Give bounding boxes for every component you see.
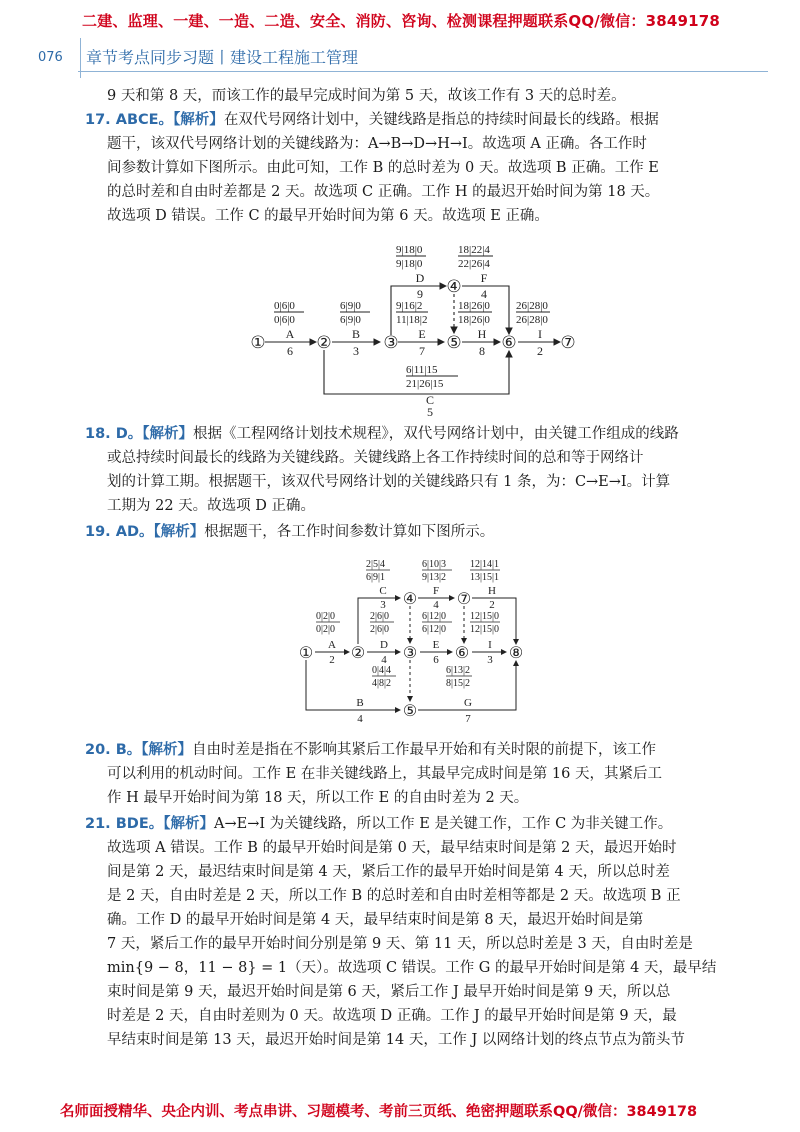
e-params-bottom: 11|18|2 [396, 314, 428, 326]
q18-line-2: 或总持续时间最长的线路为关键线路。关键线路上各工作持续时间的总和等于网络计 [107, 450, 644, 466]
dur-a: 6 [287, 344, 293, 358]
e2-params-top: 6|12|0 [422, 611, 447, 622]
f2-params-bottom: 9|13|2 [422, 572, 447, 583]
q18-line-3: 划的计算工期。根据题干，该双代号网络计划的关键线路只有 1 条，为：C→E→I。计算 [107, 474, 671, 490]
label-f2: F [432, 585, 440, 597]
label-a2: A [328, 639, 336, 651]
q21-analysis-tag: 【解析】 [163, 816, 214, 832]
dur-h2: 2 [489, 599, 495, 611]
node-7: ⑦ [560, 333, 576, 352]
q17-analysis-tag: 【解析】 [173, 112, 224, 128]
q20-text: 自由时差是指在不影响其紧后工作最早开始和有关时限的前提下，该工作 [192, 742, 657, 758]
i-params-bottom: 26|28|0 [516, 314, 548, 326]
dur-e2: 6 [433, 654, 439, 666]
q20-line-3: 作 H 最早开始时间为第 18 天，所以工作 E 的自由时差为 2 天。 [107, 790, 529, 806]
label-g2: G [464, 697, 472, 709]
label-h: H [477, 327, 487, 341]
q21-line-5: 确。工作 D 的最早开始时间是第 4 天，最早结束时间是第 8 天，最迟开始时间是第 [107, 912, 644, 928]
g2-params-bottom: 8|15|2 [446, 678, 471, 689]
node2-1: ① [298, 645, 314, 662]
a2-params-bottom: 0|2|0 [316, 624, 336, 635]
dur-i2: 3 [487, 654, 493, 666]
q21-line-2: 故选项 A 错误。工作 B 的最早开始时间是第 0 天，最早结束时间是第 2 天，最迟开始时 [107, 840, 677, 856]
dur-e: 7 [419, 344, 425, 358]
dur-f: 4 [481, 287, 487, 301]
f-params-bottom: 22|26|4 [458, 258, 490, 270]
c2-params-bottom: 6|9|1 [366, 572, 386, 583]
label-d: D [415, 271, 425, 285]
label-a: A [285, 327, 295, 341]
dur-h: 8 [479, 344, 485, 358]
q21-line-8: 束时间是第 9 天，最迟开始时间是第 6 天，紧后工作 J 最早开始时间是第 9 天，所以总 [107, 984, 671, 1000]
continued-paragraph: 9 天和第 8 天，而该工作的最早完成时间为第 5 天，故该工作有 3 天的总时差。 [107, 88, 626, 104]
q20-line-1 [85, 738, 656, 762]
q17-text: 在双代号网络计划中，关键线路是指总的持续时间最长的线路。根据 [223, 112, 659, 128]
node-6: ⑥ [501, 333, 517, 352]
node2-4: ④ [402, 591, 418, 608]
c-params-top: 6|11|15 [406, 364, 438, 376]
q18-line-1 [85, 422, 679, 446]
dur-c: 5 [427, 405, 433, 418]
node2-3: ③ [402, 645, 418, 662]
b2-params-bottom: 4|8|2 [372, 678, 392, 689]
a-params-top: 0|6|0 [274, 300, 295, 312]
node-5: ⑤ [446, 333, 462, 352]
q17-line-4: 的总时差和自由时差都是 2 天。故选项 C 正确。工作 H 的最迟开始时间为第 18 天。 [107, 184, 660, 200]
q21-line-1 [85, 812, 672, 836]
f2-params-top: 6|10|3 [422, 559, 447, 570]
q21-line-3: 间是第 2 天，最迟结束时间是第 4 天，紧后工作的最早开始时间是第 4 天，所以总时差 [107, 864, 670, 880]
label-e2: E [432, 639, 440, 651]
network-diagram-q17 [240, 238, 620, 418]
q20-analysis-tag: 【解析】 [141, 742, 193, 758]
q18-text: 根据《工程网络计划技术规程》，双代号网络计划中，由关键工作组成的线路 [193, 426, 679, 442]
a2-params-top: 0|2|0 [316, 611, 336, 622]
dur-c2: 3 [380, 599, 386, 611]
b2-params-top: 0|4|4 [372, 665, 392, 676]
f-params-top: 18|22|4 [458, 244, 490, 256]
h2-params-bottom: 13|15|1 [470, 572, 500, 583]
dur-a2: 2 [329, 654, 335, 666]
b-params-top: 6|9|0 [340, 300, 361, 312]
label-c: C [425, 393, 435, 407]
node2-5: ⑤ [402, 703, 418, 720]
header-divider [80, 38, 81, 78]
q20-line-2: 可以利用的机动时间。工作 E 在非关键线路上，其最早完成时间是第 16 天，其紧后工 [107, 766, 662, 782]
d-params-bottom: 9|18|0 [396, 258, 423, 270]
i2-params-top: 12|15|0 [470, 611, 500, 622]
dur-b2: 4 [357, 713, 363, 725]
q17-line-5: 故选项 D 错误。工作 C 的最早开始时间为第 6 天。故选项 E 正确。 [107, 208, 549, 224]
q21-line-9: 时差是 2 天，自由时差则为 0 天。故选项 D 正确。工作 J 的最早开始时间是第 9 天，最 [107, 1008, 677, 1024]
h-params-bottom: 18|26|0 [458, 314, 490, 326]
q21-number: 21. BDE。 [85, 816, 164, 832]
top-contact-banner: 二建、监理、一建、一造、二造、安全、消防、咨询、检测课程押题联系QQ/微信：3849178 [82, 12, 721, 30]
c2-params-top: 2|5|4 [366, 559, 386, 570]
q21-line-10: 早结束时间是第 13 天，最迟开始时间是第 14 天，工作 J 以网络计划的终点节点为箭头节 [107, 1032, 685, 1048]
node-1: ① [250, 333, 266, 352]
q18-line-4: 工期为 22 天。故选项 D 正确。 [107, 498, 316, 514]
q19-text: 根据题干，各工作时间参数计算如下图所示。 [204, 524, 495, 540]
q21-line-7: min{9 − 8，11 − 8} = 1（天）。故选项 C 错误。工作 G 的最早开始时间是第 4 天，最早结 [107, 960, 717, 976]
page-header [0, 44, 800, 74]
node-4: ④ [446, 277, 462, 296]
g2-params-top: 6|13|2 [446, 665, 471, 676]
i2-params-bottom: 12|15|0 [470, 624, 500, 635]
i-params-top: 26|28|0 [516, 300, 548, 312]
d-params-top: 9|18|0 [396, 244, 423, 256]
e-params-top: 9|16|2 [396, 300, 423, 312]
e2-params-bottom: 6|12|0 [422, 624, 447, 635]
q21-text: A→E→I 为关键线路，所以工作 E 是关键工作，工作 C 为非关键工作。 [213, 816, 673, 832]
dur-f2: 4 [433, 599, 439, 611]
node-3: ③ [383, 333, 399, 352]
c-params-bottom: 21|26|15 [406, 378, 444, 390]
label-e: E [418, 327, 426, 341]
q19-number: 19. AD。 [85, 524, 154, 540]
header-rule [78, 71, 768, 72]
network-diagram-q19 [290, 550, 540, 726]
h-params-top: 18|26|0 [458, 300, 490, 312]
q21-line-6: 7 天，紧后工作的最早开始时间分别是第 9 天、第 11 天，所以总时差是 3 天，自由时差是 [107, 936, 693, 952]
q21-line-4: 是 2 天，自由时差是 2 天，所以工作 B 的总时差和自由时差相等都是 2 天。故选项 B 正 [107, 888, 681, 904]
label-b: B [351, 327, 361, 341]
node2-2: ② [350, 645, 366, 662]
chapter-title: 章节考点同步习题丨建设工程施工管理 [86, 48, 359, 67]
node-2: ② [316, 333, 332, 352]
node2-8: ⑧ [508, 645, 524, 662]
label-h2: H [488, 585, 496, 597]
d2-params-top: 2|6|0 [370, 611, 390, 622]
a-params-bottom: 0|6|0 [274, 314, 295, 326]
dur-d2: 4 [381, 654, 387, 666]
q17-line-2: 题干，该双代号网络计划的关键线路为：A→B→D→H→I。故选项 A 正确。各工作时 [107, 136, 647, 152]
dur-b: 3 [353, 344, 359, 358]
q17-number: 17. ABCE。 [85, 112, 174, 128]
label-d2: D [380, 639, 388, 651]
label-i: I [538, 327, 542, 341]
bottom-contact-banner: 名师面授精华、央企内训、考点串讲、习题模考、考前三页纸、绝密押题联系QQ/微信：3849178 [60, 1104, 698, 1120]
q18-number: 18. D。 [85, 426, 143, 442]
node2-6: ⑥ [454, 645, 470, 662]
q18-analysis-tag: 【解析】 [142, 426, 194, 442]
label-f: F [480, 271, 488, 285]
q19-line-1 [85, 520, 494, 544]
q20-number: 20. B。 [85, 742, 142, 758]
node2-7: ⑦ [456, 591, 472, 608]
label-b2: B [356, 697, 364, 709]
dur-g2: 7 [465, 713, 471, 725]
page-number: 076 [38, 50, 63, 65]
q19-analysis-tag: 【解析】 [153, 524, 205, 540]
b-params-bottom: 6|9|0 [340, 314, 361, 326]
h2-params-top: 12|14|1 [470, 559, 500, 570]
dur-i: 2 [537, 344, 543, 358]
dur-d: 9 [417, 287, 423, 301]
q17-line-1 [85, 108, 659, 132]
label-i2: I [488, 639, 492, 651]
label-c2: C [379, 585, 387, 597]
d2-params-bottom: 2|6|0 [370, 624, 390, 635]
q17-line-3: 间参数计算如下图所示。由此可知，工作 B 的总时差为 0 天。故选项 B 正确。工作 E [107, 160, 659, 176]
